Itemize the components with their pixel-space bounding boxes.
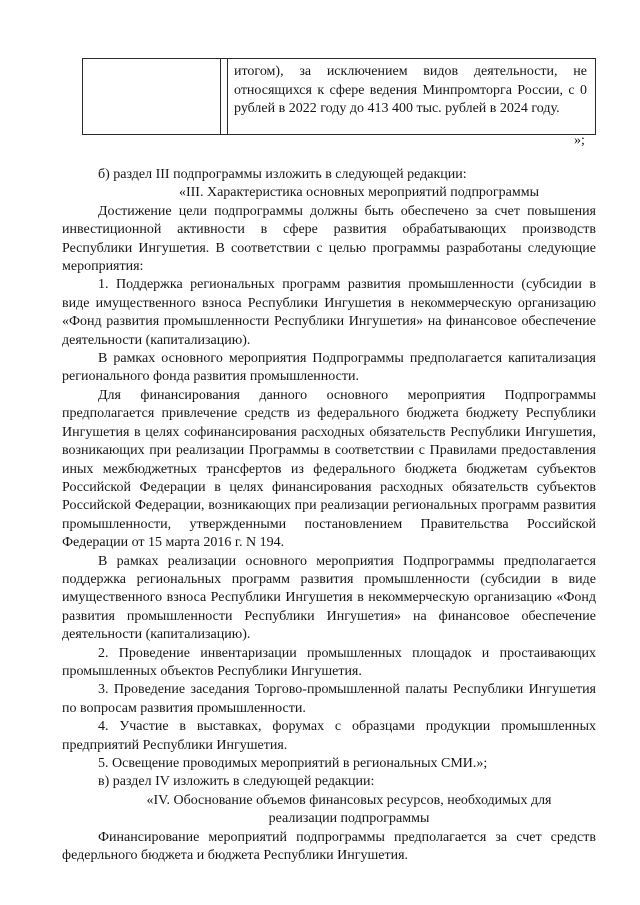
quote-end-mark: »; bbox=[574, 133, 585, 148]
section-heading-iii: «III. Характеристика основных мероприятий подпрограммы bbox=[178, 185, 540, 201]
paragraph-capitalization: В рамках основного мероприятия Подпрограммы предполагается капитализация регионального фонда развития промышленности. bbox=[62, 351, 596, 385]
paragraph-measure-4: 4. Участие в выставках, форумах с образцами продукции промышленных предприятий Республики Ингушетия. bbox=[62, 719, 596, 753]
paragraph-measure-3: 3. Проведение заседания Торгово-промышленной палаты Республики Ингушетия по вопросам развития промышленности. bbox=[62, 682, 596, 716]
table-fragment bbox=[82, 58, 596, 135]
paragraph-goal: Достижение цели подпрограммы должны быть обеспечено за счет повышения инвестиционной активности в сфере развития обрабатывающих производств Республики Ингушетия. В соответствии с целью программы разработаны следующие мероприятия: bbox=[62, 203, 596, 275]
paragraph-measure-5: 5. Освещение проводимых мероприятий в региональных СМИ.»; bbox=[98, 756, 488, 771]
paragraph-measure-2: 2. Проведение инвентаризации промышленных площадок и простаивающих промышленных объектов Республики Ингушетия. bbox=[62, 645, 596, 679]
body-text bbox=[62, 166, 596, 865]
table-cell-empty-2 bbox=[221, 59, 228, 134]
paragraph-section-b: б) раздел III подпрограммы изложить в следующей редакции: bbox=[98, 167, 467, 182]
table-cell-empty-1 bbox=[83, 59, 221, 134]
table-cell-text: итогом), за исключением видов деятельности, не относящихся к сфере ведения Минпромторга России, с 0 рублей в 2022 году до 413 400 тыс. рублей в 2024 году. bbox=[234, 64, 587, 116]
paragraph-funding: Финансирование мероприятий подпрограммы предполагается за счет средств федерльного бюджета и бюджета Республики Ингушетия. bbox=[62, 829, 596, 864]
paragraph-measure-1: 1. Поддержка региональных программ развития промышленности (субсидии в виде имущественного взноса Республики Ингушетия в некоммерческую организацию «Фонд развития промышленности Республики Ингушетия» на финансовое обеспечение деятельности (капитализацию). bbox=[62, 277, 596, 348]
paragraph-financing: Для финансирования данного основного мероприятия Подпрограммы предполагается привлечение средств из федерального бюджета бюджету Республики Ингушетия в целях софинансирования расходных обязательств Республики Ингушетия, возникающих при реализации Программы в соответствии с Правилами предоставления иных межбюджетных трансфертов из федерального бюджета бюджетам субъектов Российской Федерации в целях финансирования расходных обязательств субъектов Российской Федерации, возникающих при реализации региональных программ развития промышленности, утвержденными постановлением Правительства Российской Федерации от 15 марта 2016 г. N 194. bbox=[62, 387, 596, 551]
paragraph-section-c: в) раздел IV изложить в следующей редакции: bbox=[98, 774, 375, 790]
paragraph-support: В рамках реализации основного мероприятия Подпрограммы предполагается поддержка региональных программ развития промышленности (субсидии в виде имущественного взноса Республики Ингушетия в некоммерческую организацию «Фонд развития промышленности Республики Ингушетия» на финансовое обеспечение деятельности (капитализацию). bbox=[62, 553, 596, 643]
section-heading-iv-line-2: реализации подпрограммы bbox=[268, 811, 430, 827]
section-heading-iv-line-1: «IV. Обоснование объемов финансовых ресурсов, необходимых для bbox=[146, 792, 552, 808]
